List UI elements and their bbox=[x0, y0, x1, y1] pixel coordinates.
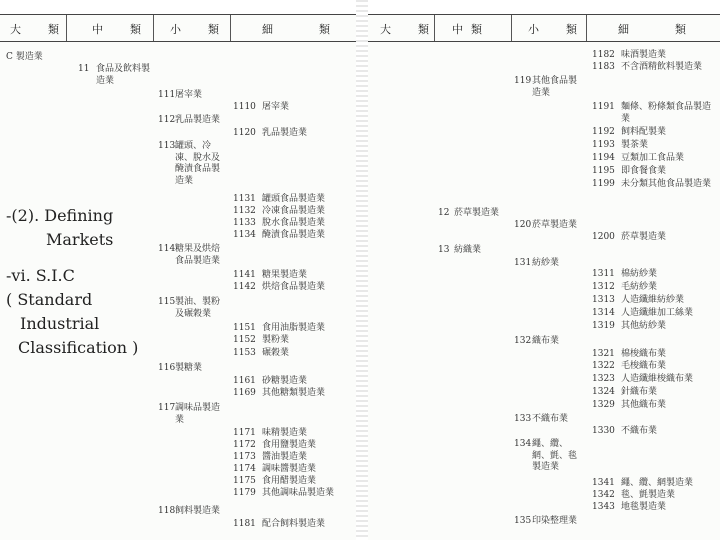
detail-label: 人造纖維梭織布業 bbox=[621, 374, 694, 384]
minor-code: 114 bbox=[158, 244, 176, 254]
header-detail: 細 類 bbox=[618, 23, 694, 36]
detail-label: 即食餐食業 bbox=[621, 166, 667, 176]
header-divider bbox=[434, 15, 435, 41]
detail-label: 不織布業 bbox=[621, 426, 658, 436]
detail-code: 1142 bbox=[233, 282, 256, 292]
detail-label: 烘焙食品製造業 bbox=[262, 282, 326, 292]
detail-label: 糖果製造業 bbox=[262, 270, 308, 280]
header-minor: 小 類 bbox=[170, 23, 227, 36]
detail-code: 1200 bbox=[592, 232, 615, 242]
overlay-line: ( Standard bbox=[6, 290, 93, 309]
detail-code: 1321 bbox=[592, 349, 615, 359]
minor-label: 罐頭、冷凍、脫水及醃漬食品製造業 bbox=[175, 141, 221, 186]
detail-label: 製粉業 bbox=[262, 335, 290, 345]
minor-code: 132 bbox=[514, 336, 532, 346]
detail-code: 1132 bbox=[233, 206, 256, 216]
minor-label: 調味品製造業 bbox=[175, 403, 221, 425]
detail-label: 罐頭食品製造業 bbox=[262, 194, 326, 204]
minor-code: 112 bbox=[158, 115, 176, 125]
minor-label: 不織布業 bbox=[532, 414, 569, 424]
detail-label: 食用醋製造業 bbox=[262, 476, 317, 486]
detail-code: 1192 bbox=[592, 127, 615, 137]
detail-label: 食用油脂製造業 bbox=[262, 323, 326, 333]
detail-label: 砂糖製造業 bbox=[262, 376, 308, 386]
detail-code: 1179 bbox=[233, 488, 256, 498]
minor-label: 飼料製造業 bbox=[175, 506, 221, 516]
detail-code: 1323 bbox=[592, 374, 615, 384]
header-mid: 中 類 bbox=[92, 23, 149, 36]
detail-label: 乳品製造業 bbox=[262, 128, 308, 138]
minor-code: 131 bbox=[514, 258, 532, 268]
detail-code: 1330 bbox=[592, 426, 615, 436]
mid-category-label: 食品及飲料製造業 bbox=[96, 64, 151, 86]
detail-label: 食用鹽製造業 bbox=[262, 440, 317, 450]
detail-code: 1191 bbox=[592, 102, 615, 112]
detail-code: 1193 bbox=[592, 140, 615, 150]
detail-label: 其他紡紗業 bbox=[621, 321, 667, 331]
minor-code: 119 bbox=[514, 76, 532, 86]
detail-code: 1169 bbox=[233, 388, 256, 398]
detail-label: 未分類其他食品製造業 bbox=[621, 179, 712, 189]
detail-label: 棉紡紗業 bbox=[621, 269, 658, 279]
header-major: 大 類 bbox=[10, 23, 67, 36]
mid-category-code: 12 bbox=[438, 208, 450, 218]
detail-code: 1161 bbox=[233, 376, 256, 386]
right-table-header bbox=[368, 14, 720, 42]
overlay-line: Classification ) bbox=[18, 338, 139, 357]
minor-label: 繩、纜、網、氈、毯製造業 bbox=[532, 439, 578, 472]
detail-code: 1175 bbox=[233, 476, 256, 486]
overlay-line: -vi. S.I.C bbox=[6, 266, 75, 285]
minor-code: 115 bbox=[158, 297, 176, 307]
detail-code: 1171 bbox=[233, 428, 256, 438]
detail-label: 冷凍食品製造業 bbox=[262, 206, 326, 216]
minor-code: 133 bbox=[514, 414, 532, 424]
detail-label: 其他織布業 bbox=[621, 400, 667, 410]
detail-code: 1120 bbox=[233, 128, 256, 138]
header-divider bbox=[511, 15, 512, 41]
detail-code: 1341 bbox=[592, 478, 615, 488]
detail-label: 菸草製造業 bbox=[621, 232, 667, 242]
detail-label: 毯、氈製造業 bbox=[621, 490, 676, 500]
header-mid: 中類 bbox=[452, 23, 490, 36]
detail-code: 1134 bbox=[233, 230, 256, 240]
detail-label: 人造纖維加工絲業 bbox=[621, 308, 694, 318]
detail-label: 味酒製造業 bbox=[621, 50, 667, 60]
overlay-line: Markets bbox=[46, 230, 114, 249]
detail-code: 1195 bbox=[592, 166, 615, 176]
detail-label: 配合飼料製造業 bbox=[262, 519, 326, 529]
detail-code: 1183 bbox=[592, 62, 615, 72]
detail-code: 1313 bbox=[592, 295, 615, 305]
detail-code: 1110 bbox=[233, 102, 256, 112]
detail-label: 屠宰業 bbox=[262, 102, 290, 112]
detail-code: 1311 bbox=[592, 269, 615, 279]
detail-label: 製茶業 bbox=[621, 140, 649, 150]
header-detail: 細 類 bbox=[262, 23, 338, 36]
minor-code: 113 bbox=[158, 141, 176, 151]
detail-code: 1152 bbox=[233, 335, 256, 345]
detail-code: 1312 bbox=[592, 282, 615, 292]
minor-code: 135 bbox=[514, 516, 532, 526]
detail-code: 1314 bbox=[592, 308, 615, 318]
mid-category-code: 13 bbox=[438, 245, 450, 255]
minor-label: 製糖業 bbox=[175, 363, 203, 373]
detail-code: 1131 bbox=[233, 194, 256, 204]
detail-code: 1174 bbox=[233, 464, 256, 474]
detail-label: 棉梭織布業 bbox=[621, 349, 667, 359]
header-divider bbox=[586, 15, 587, 41]
mid-category-label: 紡織業 bbox=[454, 245, 482, 255]
minor-label: 其他食品製造業 bbox=[532, 76, 578, 98]
detail-code: 1153 bbox=[233, 348, 256, 358]
minor-label: 印染整理業 bbox=[532, 516, 578, 526]
detail-code: 1141 bbox=[233, 270, 256, 280]
left-table-header bbox=[0, 14, 356, 42]
detail-code: 1324 bbox=[592, 387, 615, 397]
detail-label: 豆類加工食品業 bbox=[621, 153, 685, 163]
detail-label: 醬油製造業 bbox=[262, 452, 308, 462]
detail-label: 毛梭織布業 bbox=[621, 361, 667, 371]
detail-label: 調味醬製造業 bbox=[262, 464, 317, 474]
minor-code: 111 bbox=[158, 90, 176, 100]
minor-code: 120 bbox=[514, 220, 532, 230]
minor-label: 菸草製造業 bbox=[532, 220, 578, 230]
minor-label: 乳品製造業 bbox=[175, 115, 221, 125]
header-divider bbox=[230, 15, 231, 41]
mid-category-code: 11 bbox=[78, 64, 90, 74]
detail-code: 1133 bbox=[233, 218, 256, 228]
book-gutter bbox=[356, 0, 368, 540]
detail-label: 飼料配製業 bbox=[621, 127, 667, 137]
header-minor: 小 類 bbox=[528, 23, 585, 36]
detail-code: 1182 bbox=[592, 50, 615, 60]
detail-label: 碾穀業 bbox=[262, 348, 290, 358]
detail-label: 不含酒精飲料製造業 bbox=[621, 62, 703, 72]
overlay-line: -(2). Defining bbox=[6, 206, 114, 225]
detail-label: 繩、纜、網製造業 bbox=[621, 478, 694, 488]
minor-code: 134 bbox=[514, 439, 532, 449]
minor-label: 紡紗業 bbox=[532, 258, 560, 268]
minor-code: 116 bbox=[158, 363, 176, 373]
detail-code: 1173 bbox=[233, 452, 256, 462]
detail-code: 1199 bbox=[592, 179, 615, 189]
overlay-line: Industrial bbox=[20, 314, 100, 333]
detail-code: 1172 bbox=[233, 440, 256, 450]
detail-label: 其他糖類製造業 bbox=[262, 388, 326, 398]
detail-code: 1151 bbox=[233, 323, 256, 333]
detail-code: 1342 bbox=[592, 490, 615, 500]
detail-label: 味精製造業 bbox=[262, 428, 308, 438]
detail-code: 1322 bbox=[592, 361, 615, 371]
header-major: 大 類 bbox=[380, 23, 437, 36]
minor-label: 屠宰業 bbox=[175, 90, 203, 100]
minor-code: 118 bbox=[158, 506, 176, 516]
detail-label: 其他調味品製造業 bbox=[262, 488, 335, 498]
detail-code: 1343 bbox=[592, 502, 615, 512]
minor-label: 織布業 bbox=[532, 336, 560, 346]
detail-label: 毛紡紗業 bbox=[621, 282, 658, 292]
header-divider bbox=[153, 15, 154, 41]
detail-code: 1181 bbox=[233, 519, 256, 529]
detail-label: 醃漬食品製造業 bbox=[262, 230, 326, 240]
detail-label: 人造纖維紡紗業 bbox=[621, 295, 685, 305]
header-divider bbox=[66, 15, 67, 41]
major-category: C 製造業 bbox=[6, 52, 43, 62]
minor-code: 117 bbox=[158, 403, 176, 413]
detail-code: 1329 bbox=[592, 400, 615, 410]
minor-label: 糖果及烘焙食品製造業 bbox=[175, 244, 221, 266]
detail-label: 麵條、粉條類食品製造業 bbox=[621, 102, 712, 124]
detail-code: 1194 bbox=[592, 153, 615, 163]
detail-label: 針織布業 bbox=[621, 387, 658, 397]
detail-label: 地毯製造業 bbox=[621, 502, 667, 512]
detail-label: 脫水食品製造業 bbox=[262, 218, 326, 228]
detail-code: 1319 bbox=[592, 321, 615, 331]
minor-label: 製油、製粉及碾穀業 bbox=[175, 297, 221, 319]
right-page bbox=[368, 14, 720, 540]
mid-category-label: 菸草製造業 bbox=[454, 208, 500, 218]
